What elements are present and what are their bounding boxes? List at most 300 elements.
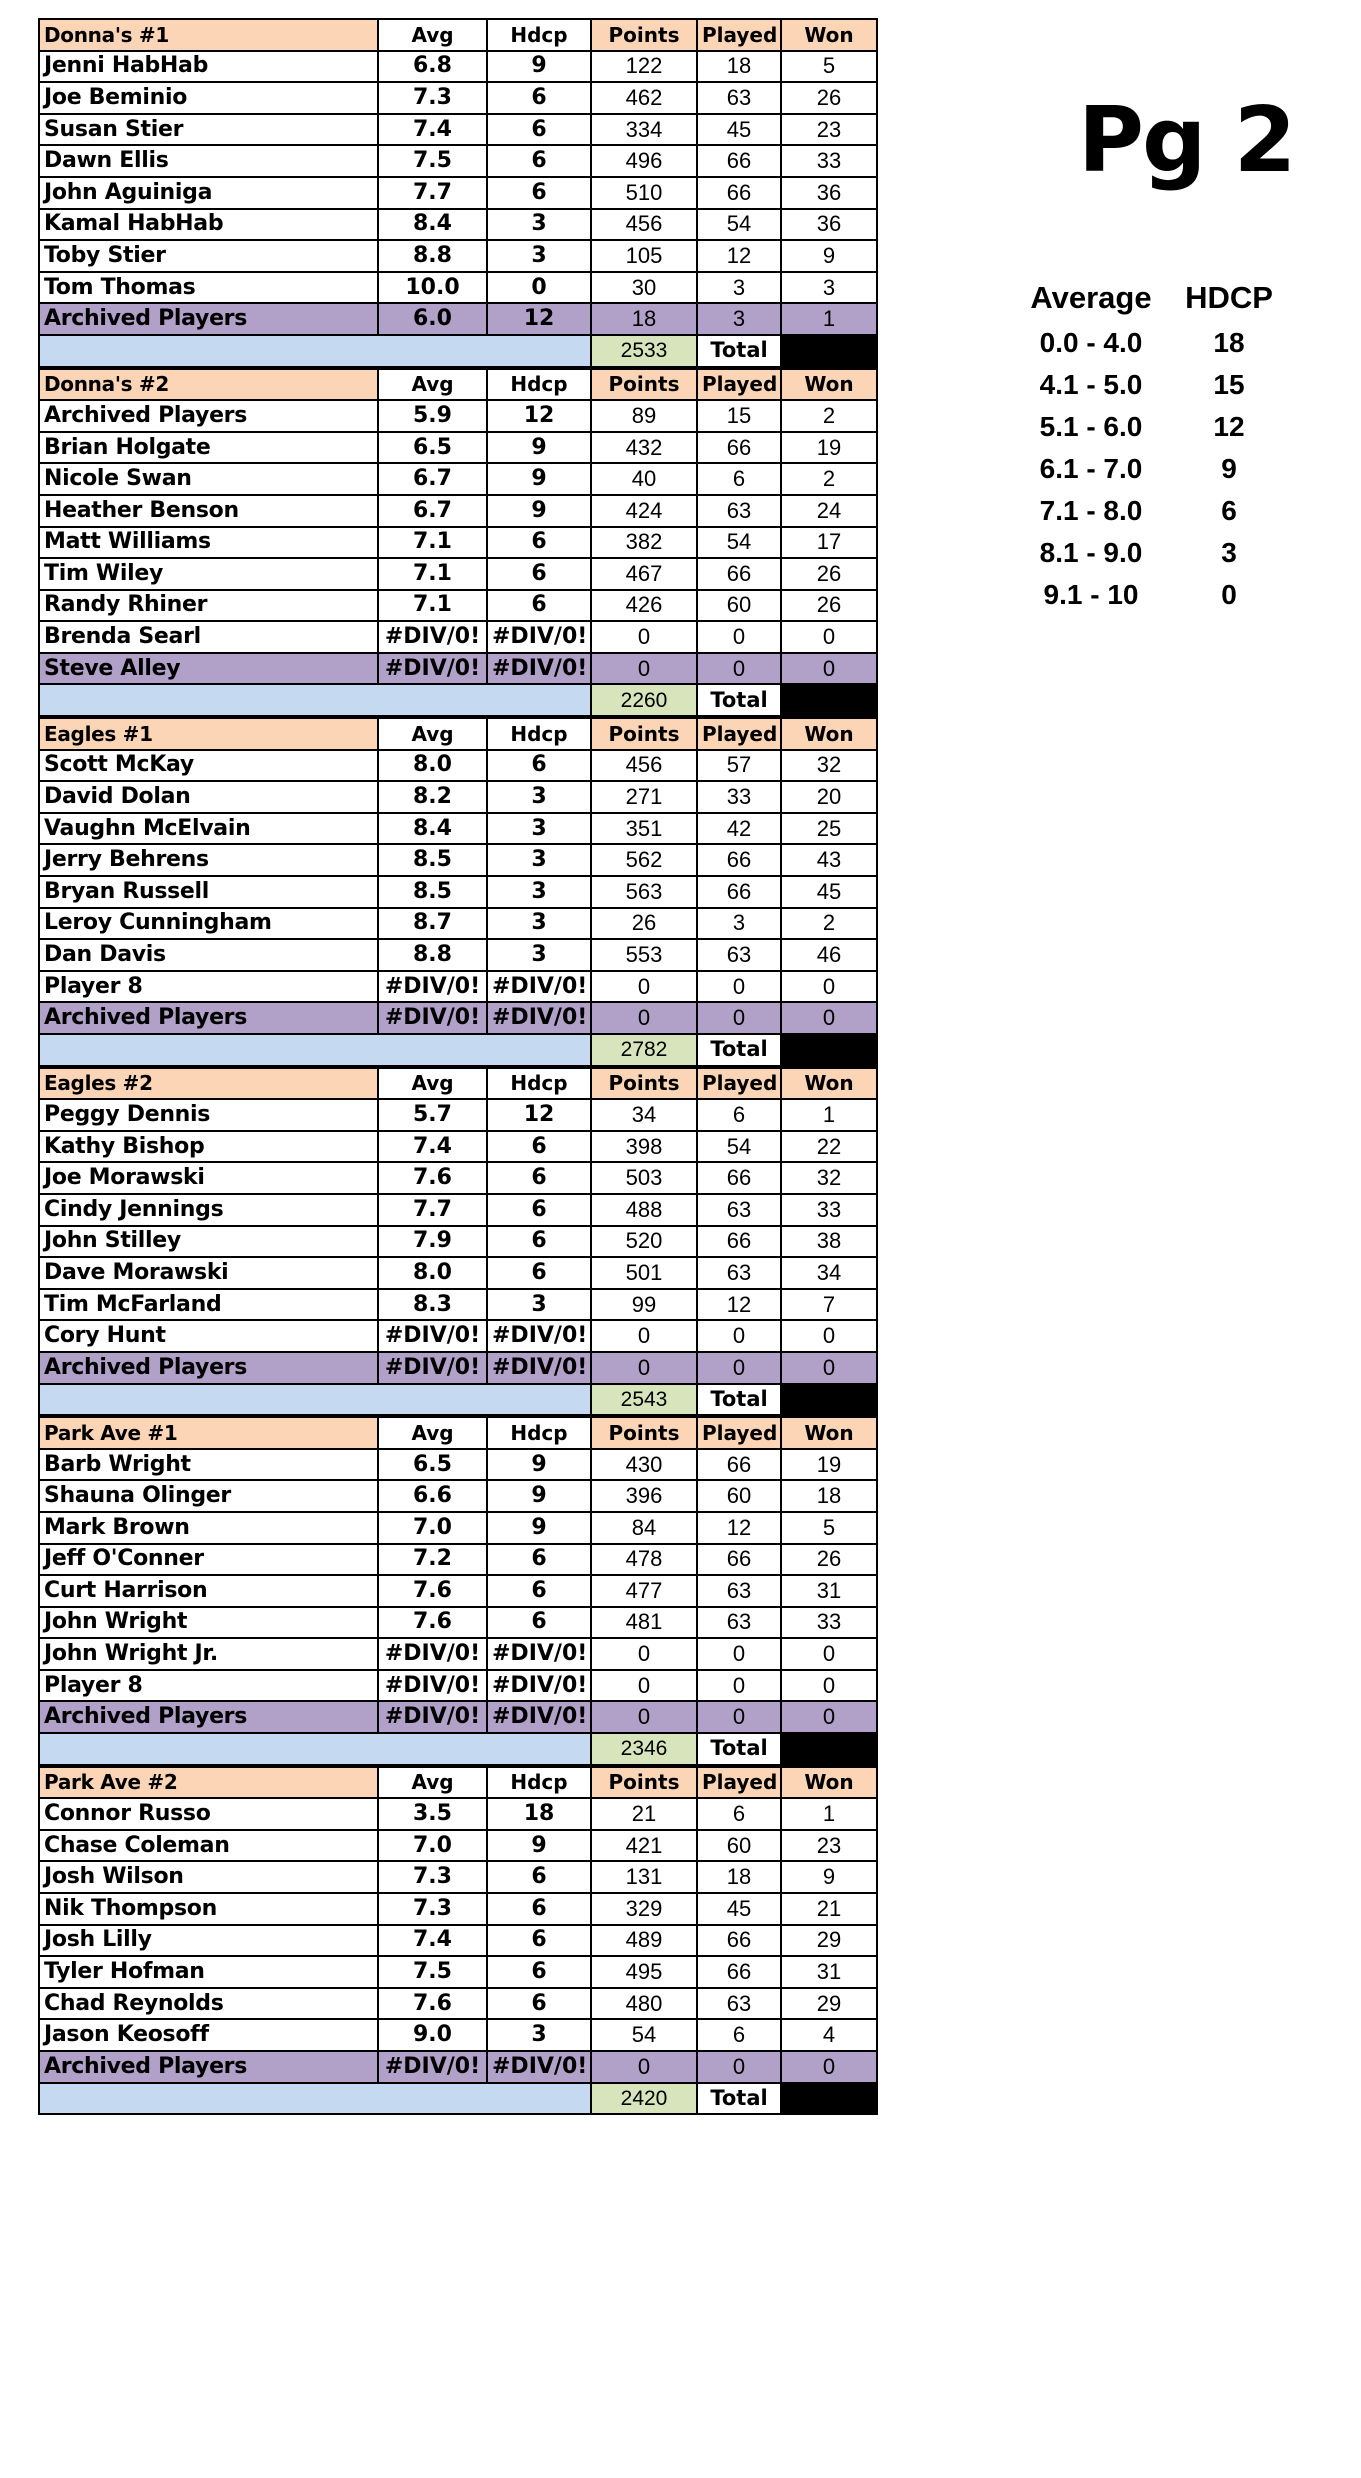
- total-label: Total: [697, 2083, 781, 2115]
- player-row: [39, 908, 877, 940]
- played-header: Played: [697, 1417, 781, 1449]
- player-points: 462: [591, 82, 697, 114]
- player-won: 31: [781, 1956, 877, 1988]
- player-hdcp: 9: [487, 1830, 591, 1862]
- player-won: 33: [781, 1194, 877, 1226]
- player-played: 63: [697, 1257, 781, 1289]
- player-hdcp: 6: [487, 558, 591, 590]
- player-hdcp: 6: [487, 1988, 591, 2020]
- team-name: Donna's #2: [39, 369, 378, 401]
- player-points: 563: [591, 876, 697, 908]
- player-row: [39, 1607, 877, 1639]
- player-points: 334: [591, 114, 697, 146]
- player-played: 0: [697, 1352, 781, 1384]
- player-played: 63: [697, 1194, 781, 1226]
- player-avg: 3.5: [378, 1798, 487, 1830]
- player-points: 21: [591, 1798, 697, 1830]
- player-points: 488: [591, 1194, 697, 1226]
- player-row: [39, 558, 877, 590]
- total-label: Total: [697, 684, 781, 716]
- player-avg: 8.3: [378, 1289, 487, 1321]
- player-won: 17: [781, 527, 877, 559]
- player-avg: 6.5: [378, 1449, 487, 1481]
- player-row: [39, 1194, 877, 1226]
- player-points: 456: [591, 750, 697, 782]
- player-hdcp: #DIV/0!: [487, 1352, 591, 1384]
- player-played: 63: [697, 82, 781, 114]
- player-points: 105: [591, 240, 697, 272]
- player-won: 45: [781, 876, 877, 908]
- player-hdcp: 3: [487, 844, 591, 876]
- player-hdcp: 3: [487, 813, 591, 845]
- player-name: Archived Players: [39, 1002, 378, 1034]
- player-row: [39, 1670, 877, 1702]
- legend-hdcp: 6: [1221, 495, 1237, 526]
- legend-range: 5.1 - 6.0: [1039, 411, 1143, 442]
- player-won: 24: [781, 495, 877, 527]
- player-won: 18: [781, 1480, 877, 1512]
- player-hdcp: 12: [487, 400, 591, 432]
- player-hdcp: #DIV/0!: [487, 1002, 591, 1034]
- player-row: [39, 971, 877, 1003]
- legend-range: 9.1 - 10: [1043, 579, 1139, 610]
- player-won: 5: [781, 1512, 877, 1544]
- player-points: 467: [591, 558, 697, 590]
- player-avg: #DIV/0!: [378, 1670, 487, 1702]
- player-won: 29: [781, 1925, 877, 1957]
- player-won: 1: [781, 303, 877, 335]
- team-name: Donna's #1: [39, 19, 378, 51]
- hdcp-header: Hdcp: [487, 19, 591, 51]
- player-name: Mark Brown: [39, 1512, 378, 1544]
- player-played: 12: [697, 1289, 781, 1321]
- player-points: 426: [591, 590, 697, 622]
- player-avg: 7.4: [378, 1131, 487, 1163]
- player-name: Peggy Dennis: [39, 1099, 378, 1131]
- player-points: 0: [591, 1638, 697, 1670]
- player-row: [39, 1512, 877, 1544]
- player-points: 432: [591, 432, 697, 464]
- player-points: 0: [591, 1320, 697, 1352]
- player-points: 424: [591, 495, 697, 527]
- legend-range: 4.1 - 5.0: [1039, 369, 1143, 400]
- team-total-row: [39, 335, 877, 367]
- player-hdcp: 6: [487, 82, 591, 114]
- player-hdcp: 6: [487, 750, 591, 782]
- player-name: Brian Holgate: [39, 432, 378, 464]
- player-hdcp: 9: [487, 1449, 591, 1481]
- player-played: 0: [697, 1320, 781, 1352]
- player-won: 0: [781, 2051, 877, 2083]
- won-header: Won: [781, 19, 877, 51]
- player-hdcp: 12: [487, 303, 591, 335]
- player-name: Archived Players: [39, 1352, 378, 1384]
- player-avg: #DIV/0!: [378, 971, 487, 1003]
- player-points: 30: [591, 272, 697, 304]
- player-avg: #DIV/0!: [378, 653, 487, 685]
- player-avg: #DIV/0!: [378, 1352, 487, 1384]
- player-hdcp: 6: [487, 590, 591, 622]
- player-played: 60: [697, 590, 781, 622]
- player-won: 26: [781, 558, 877, 590]
- player-avg: 7.6: [378, 1575, 487, 1607]
- player-won: 0: [781, 653, 877, 685]
- player-played: 12: [697, 240, 781, 272]
- total-label: Total: [697, 335, 781, 367]
- player-played: 45: [697, 1893, 781, 1925]
- player-row: [39, 1575, 877, 1607]
- player-name: Dan Davis: [39, 939, 378, 971]
- player-name: Jenni HabHab: [39, 51, 378, 83]
- player-played: 60: [697, 1830, 781, 1862]
- player-won: 4: [781, 2019, 877, 2051]
- player-name: Cory Hunt: [39, 1320, 378, 1352]
- player-row: [39, 1861, 877, 1893]
- total-spacer: [39, 1733, 591, 1765]
- player-name: Jason Keosoff: [39, 2019, 378, 2051]
- team-total-row: [39, 2083, 877, 2115]
- player-won: 2: [781, 463, 877, 495]
- total-spacer: [39, 335, 591, 367]
- player-name: Dawn Ellis: [39, 145, 378, 177]
- player-won: 31: [781, 1575, 877, 1607]
- player-won: 43: [781, 844, 877, 876]
- player-row: [39, 1701, 877, 1733]
- player-row: [39, 1830, 877, 1862]
- legend-row: [1003, 574, 1279, 616]
- team-name: Eagles #2: [39, 1068, 378, 1100]
- player-won: 0: [781, 621, 877, 653]
- player-hdcp: 6: [487, 114, 591, 146]
- player-played: 66: [697, 558, 781, 590]
- player-hdcp: 3: [487, 240, 591, 272]
- player-avg: 6.8: [378, 51, 487, 83]
- player-hdcp: 3: [487, 908, 591, 940]
- player-points: 18: [591, 303, 697, 335]
- hdcp-header: Hdcp: [487, 1417, 591, 1449]
- player-hdcp: 6: [487, 1607, 591, 1639]
- player-row: [39, 145, 877, 177]
- player-avg: 7.5: [378, 1956, 487, 1988]
- player-won: 9: [781, 1861, 877, 1893]
- player-avg: #DIV/0!: [378, 1002, 487, 1034]
- player-played: 66: [697, 177, 781, 209]
- player-avg: 7.1: [378, 527, 487, 559]
- player-avg: 7.4: [378, 114, 487, 146]
- legend-hdcp: 0: [1221, 579, 1237, 610]
- player-won: 0: [781, 1002, 877, 1034]
- player-row: [39, 51, 877, 83]
- won-header: Won: [781, 1767, 877, 1799]
- player-hdcp: #DIV/0!: [487, 1670, 591, 1702]
- player-avg: 7.3: [378, 82, 487, 114]
- played-header: Played: [697, 718, 781, 750]
- player-row: [39, 82, 877, 114]
- player-row: [39, 1449, 877, 1481]
- player-hdcp: 3: [487, 1289, 591, 1321]
- total-spacer: [39, 2083, 591, 2115]
- avg-header: Avg: [378, 1417, 487, 1449]
- player-name: John Wright: [39, 1607, 378, 1639]
- player-hdcp: 3: [487, 2019, 591, 2051]
- player-played: 3: [697, 908, 781, 940]
- player-points: 271: [591, 781, 697, 813]
- player-hdcp: 6: [487, 1162, 591, 1194]
- player-points: 26: [591, 908, 697, 940]
- total-filler: [781, 335, 877, 367]
- player-won: 26: [781, 590, 877, 622]
- player-hdcp: 9: [487, 432, 591, 464]
- player-won: 26: [781, 82, 877, 114]
- player-played: 66: [697, 844, 781, 876]
- points-header: Points: [591, 1767, 697, 1799]
- player-won: 2: [781, 908, 877, 940]
- player-avg: 8.4: [378, 813, 487, 845]
- legend-row: [1003, 322, 1279, 364]
- player-row: [39, 527, 877, 559]
- team-total-points: 2533: [591, 335, 697, 367]
- player-hdcp: 6: [487, 1861, 591, 1893]
- player-row: [39, 303, 877, 335]
- player-points: 456: [591, 209, 697, 241]
- player-hdcp: 6: [487, 1956, 591, 1988]
- player-row: [39, 240, 877, 272]
- player-row: [39, 1162, 877, 1194]
- legend-range: 0.0 - 4.0: [1039, 327, 1143, 358]
- player-hdcp: #DIV/0!: [487, 2051, 591, 2083]
- avg-header: Avg: [378, 19, 487, 51]
- player-points: 430: [591, 1449, 697, 1481]
- player-hdcp: #DIV/0!: [487, 971, 591, 1003]
- player-avg: 8.5: [378, 876, 487, 908]
- player-row: [39, 939, 877, 971]
- player-name: Tim McFarland: [39, 1289, 378, 1321]
- player-avg: #DIV/0!: [378, 621, 487, 653]
- player-played: 63: [697, 1988, 781, 2020]
- player-name: Curt Harrison: [39, 1575, 378, 1607]
- player-name: Chase Coleman: [39, 1830, 378, 1862]
- player-won: 19: [781, 432, 877, 464]
- player-avg: #DIV/0!: [378, 1320, 487, 1352]
- player-points: 54: [591, 2019, 697, 2051]
- player-hdcp: #DIV/0!: [487, 1701, 591, 1733]
- player-hdcp: 6: [487, 145, 591, 177]
- player-played: 54: [697, 527, 781, 559]
- player-name: Joe Beminio: [39, 82, 378, 114]
- team-table: [38, 1766, 878, 2116]
- player-won: 0: [781, 1670, 877, 1702]
- player-played: 66: [697, 1544, 781, 1576]
- avg-header: Avg: [378, 1767, 487, 1799]
- player-won: 1: [781, 1798, 877, 1830]
- player-points: 0: [591, 971, 697, 1003]
- player-points: 0: [591, 621, 697, 653]
- player-row: [39, 1925, 877, 1957]
- player-played: 3: [697, 272, 781, 304]
- player-row: [39, 750, 877, 782]
- total-filler: [781, 1733, 877, 1765]
- player-row: [39, 1893, 877, 1925]
- player-won: 25: [781, 813, 877, 845]
- player-played: 18: [697, 1861, 781, 1893]
- player-row: [39, 1352, 877, 1384]
- player-points: 477: [591, 1575, 697, 1607]
- player-avg: 8.5: [378, 844, 487, 876]
- player-name: Archived Players: [39, 2051, 378, 2083]
- player-name: Chad Reynolds: [39, 1988, 378, 2020]
- player-won: 38: [781, 1226, 877, 1258]
- player-won: 7: [781, 1289, 877, 1321]
- player-row: [39, 1480, 877, 1512]
- player-hdcp: 6: [487, 1131, 591, 1163]
- player-avg: #DIV/0!: [378, 1701, 487, 1733]
- player-hdcp: 6: [487, 527, 591, 559]
- legend-row: [1003, 364, 1279, 406]
- player-name: Tom Thomas: [39, 272, 378, 304]
- player-hdcp: 18: [487, 1798, 591, 1830]
- player-name: John Wright Jr.: [39, 1638, 378, 1670]
- player-row: [39, 590, 877, 622]
- player-avg: 8.2: [378, 781, 487, 813]
- player-hdcp: 6: [487, 1226, 591, 1258]
- played-header: Played: [697, 1068, 781, 1100]
- player-hdcp: #DIV/0!: [487, 1638, 591, 1670]
- player-name: Archived Players: [39, 303, 378, 335]
- player-avg: 7.6: [378, 1162, 487, 1194]
- legend-range: 6.1 - 7.0: [1039, 453, 1143, 484]
- player-name: Jerry Behrens: [39, 844, 378, 876]
- player-avg: 7.3: [378, 1893, 487, 1925]
- player-row: [39, 463, 877, 495]
- total-label: Total: [697, 1384, 781, 1416]
- total-spacer: [39, 684, 591, 716]
- points-header: Points: [591, 19, 697, 51]
- legend-range: 8.1 - 9.0: [1039, 537, 1143, 568]
- player-avg: 9.0: [378, 2019, 487, 2051]
- player-played: 60: [697, 1480, 781, 1512]
- total-filler: [781, 684, 877, 716]
- player-won: 20: [781, 781, 877, 813]
- team-name: Park Ave #2: [39, 1767, 378, 1799]
- legend-hdcp: 9: [1221, 453, 1237, 484]
- player-played: 0: [697, 1701, 781, 1733]
- player-avg: 7.4: [378, 1925, 487, 1957]
- player-avg: 7.0: [378, 1512, 487, 1544]
- player-hdcp: 6: [487, 1925, 591, 1957]
- player-played: 66: [697, 1162, 781, 1194]
- legend-hdcp: 3: [1221, 537, 1237, 568]
- won-header: Won: [781, 1068, 877, 1100]
- player-avg: 8.8: [378, 240, 487, 272]
- team-name: Eagles #1: [39, 718, 378, 750]
- player-won: 9: [781, 240, 877, 272]
- player-avg: 5.9: [378, 400, 487, 432]
- player-name: David Dolan: [39, 781, 378, 813]
- handicap-legend: [1003, 280, 1279, 616]
- player-points: 510: [591, 177, 697, 209]
- player-avg: 8.7: [378, 908, 487, 940]
- player-row: [39, 1320, 877, 1352]
- legend-rows: [1003, 322, 1279, 616]
- player-won: 29: [781, 1988, 877, 2020]
- hdcp-header: Hdcp: [487, 1767, 591, 1799]
- player-name: Joe Morawski: [39, 1162, 378, 1194]
- player-avg: 7.6: [378, 1988, 487, 2020]
- legend-hdcp: 12: [1213, 411, 1245, 442]
- player-hdcp: 6: [487, 1544, 591, 1576]
- player-hdcp: 3: [487, 781, 591, 813]
- player-played: 3: [697, 303, 781, 335]
- player-name: Shauna Olinger: [39, 1480, 378, 1512]
- avg-header: Avg: [378, 369, 487, 401]
- team-table: [38, 368, 878, 718]
- player-won: 33: [781, 145, 877, 177]
- player-won: 23: [781, 114, 877, 146]
- player-name: John Stilley: [39, 1226, 378, 1258]
- team-name: Park Ave #1: [39, 1417, 378, 1449]
- player-avg: 7.1: [378, 558, 487, 590]
- player-name: Toby Stier: [39, 240, 378, 272]
- total-filler: [781, 1384, 877, 1416]
- player-played: 0: [697, 2051, 781, 2083]
- player-played: 6: [697, 1798, 781, 1830]
- player-row: [39, 2051, 877, 2083]
- player-avg: #DIV/0!: [378, 1638, 487, 1670]
- points-header: Points: [591, 718, 697, 750]
- player-hdcp: 3: [487, 939, 591, 971]
- page-label: Pg 2: [1078, 88, 1295, 193]
- player-hdcp: 9: [487, 1512, 591, 1544]
- team-table: [38, 18, 878, 368]
- team-header-row: [39, 369, 877, 401]
- legend-row: [1003, 448, 1279, 490]
- player-won: 46: [781, 939, 877, 971]
- player-won: 32: [781, 750, 877, 782]
- team-total-points: 2346: [591, 1733, 697, 1765]
- legend-hdcp-header: HDCP: [1185, 280, 1273, 315]
- legend-average-header: Average: [1030, 280, 1152, 315]
- player-row: [39, 1638, 877, 1670]
- player-row: [39, 1289, 877, 1321]
- player-hdcp: 6: [487, 1257, 591, 1289]
- player-points: 396: [591, 1480, 697, 1512]
- player-avg: 6.6: [378, 1480, 487, 1512]
- player-won: 36: [781, 177, 877, 209]
- player-name: Kamal HabHab: [39, 209, 378, 241]
- player-won: 23: [781, 1830, 877, 1862]
- player-name: Cindy Jennings: [39, 1194, 378, 1226]
- player-won: 22: [781, 1131, 877, 1163]
- player-played: 66: [697, 1925, 781, 1957]
- player-hdcp: 12: [487, 1099, 591, 1131]
- team-header-row: [39, 19, 877, 51]
- avg-header: Avg: [378, 1068, 487, 1100]
- player-points: 0: [591, 1670, 697, 1702]
- player-row: [39, 1226, 877, 1258]
- player-row: [39, 1956, 877, 1988]
- player-name: Scott McKay: [39, 750, 378, 782]
- player-hdcp: #DIV/0!: [487, 653, 591, 685]
- player-won: 33: [781, 1607, 877, 1639]
- team-table: [38, 1416, 878, 1766]
- legend-hdcp: 15: [1213, 369, 1245, 400]
- player-played: 57: [697, 750, 781, 782]
- player-played: 63: [697, 1607, 781, 1639]
- player-hdcp: 6: [487, 177, 591, 209]
- player-hdcp: #DIV/0!: [487, 621, 591, 653]
- player-row: [39, 621, 877, 653]
- player-won: 3: [781, 272, 877, 304]
